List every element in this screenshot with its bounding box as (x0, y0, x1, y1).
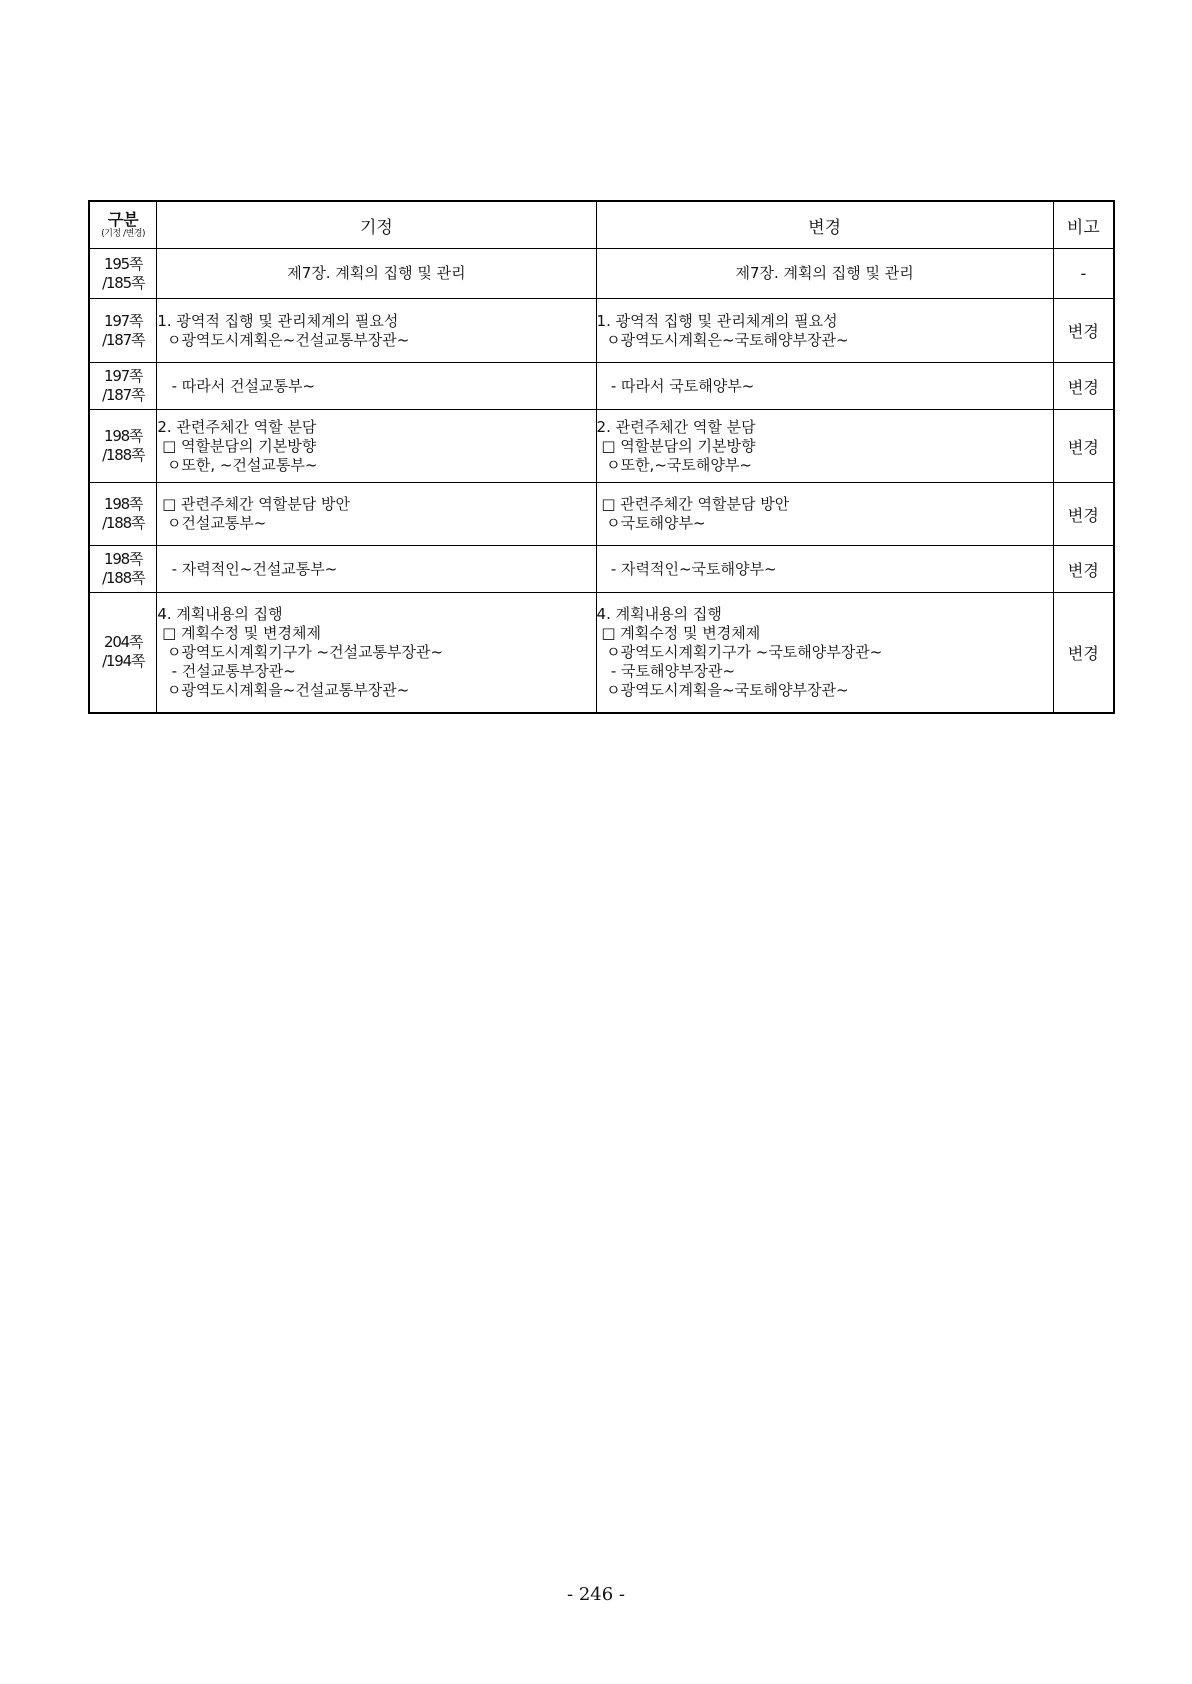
existing-text-line: ㅇ건설교통부~ (157, 514, 267, 532)
existing-text-line: □ 계획수정 및 변경체제 (157, 623, 321, 642)
changed-text-cell (596, 546, 1053, 593)
changed-text-line: - 국토해양부장관~ (596, 661, 736, 680)
note-cell: - (1053, 249, 1114, 299)
changed-text-line: ㅇ광역도시계획을~국토해양부장관~ (596, 680, 849, 699)
changed-text-cell (596, 410, 1053, 483)
page-reference-cell (89, 483, 157, 546)
note-cell: 변경 (1053, 363, 1114, 410)
table-row (89, 299, 1114, 363)
header-division (89, 201, 157, 249)
existing-text-line: ㅇ광역도시계획은~건설교통부장관~ (157, 330, 410, 349)
page-reference-cell (89, 249, 157, 299)
existing-text-line: □ 관련주체간 역할분담 방안 (157, 495, 350, 513)
page-number: - 246 - (567, 1584, 625, 1605)
existing-text-cell (157, 546, 596, 593)
existing-text-cell (157, 299, 596, 363)
changed-text-line: 2. 관련주체간 역할 분담 (596, 417, 756, 436)
existing-text-cell (157, 410, 596, 483)
changed-text-line: □ 역할분담의 기본방향 (596, 436, 756, 455)
changed-text-line: □ 계획수정 및 변경체제 (596, 623, 761, 642)
existing-text-line: □ 역할분담의 기본방향 (157, 436, 317, 455)
page-reference: 197쪽 (103, 367, 143, 385)
existing-text-line: ㅇ광역도시계획기구가 ~건설교통부장관~ (157, 642, 444, 661)
changed-text-cell (596, 483, 1053, 546)
header-changed: 변경 (596, 201, 1053, 249)
existing-text-cell (157, 593, 596, 713)
header-note: 비고 (1053, 201, 1114, 249)
changed-text-line: 제7장. 계획의 집행 및 관리 (735, 264, 914, 282)
note-cell: 변경 (1053, 483, 1114, 546)
table-row (89, 546, 1114, 593)
header-division-subtitle: (기정 /변경) (101, 228, 145, 239)
existing-text-line: ㅇ광역도시계획을~건설교통부장관~ (157, 680, 410, 699)
existing-text-cell (157, 249, 596, 299)
page-reference: /187쪽 (102, 330, 145, 349)
page-reference: /188쪽 (102, 569, 145, 587)
existing-text-cell (157, 483, 596, 546)
existing-text-line: - 자력적인~건설교통부~ (157, 559, 338, 578)
existing-text-line: 2. 관련주체간 역할 분담 (157, 417, 317, 436)
page-reference-cell (89, 299, 157, 363)
note-cell: 변경 (1053, 546, 1114, 593)
note-cell: 변경 (1053, 299, 1114, 363)
existing-text-line: 제7장. 계획의 집행 및 관리 (287, 264, 466, 282)
page-reference: 198쪽 (103, 495, 143, 513)
page-reference: 197쪽 (103, 311, 143, 330)
page-reference: /188쪽 (102, 514, 145, 532)
existing-text-cell (157, 363, 596, 410)
table-row (89, 410, 1114, 483)
page-reference: /188쪽 (102, 446, 145, 464)
note-cell: 변경 (1053, 593, 1114, 713)
page-reference-cell (89, 363, 157, 410)
changed-text-cell (596, 593, 1053, 713)
existing-text-line: ㅇ또한, ~건설교통부~ (157, 455, 318, 474)
table-row (89, 483, 1114, 546)
header-existing: 기정 (157, 201, 596, 249)
changed-text-cell (596, 299, 1053, 363)
changed-text-line: ㅇ광역도시계획은~국토해양부장관~ (596, 330, 849, 349)
page-reference-cell (89, 593, 157, 713)
page-reference: /185쪽 (102, 273, 145, 292)
table-row (89, 593, 1114, 713)
table-row (89, 363, 1114, 410)
changed-text-cell (596, 363, 1053, 410)
page-reference: 198쪽 (103, 427, 143, 445)
comparison-table (88, 200, 1115, 714)
existing-text-line: - 따라서 건설교통부~ (157, 376, 316, 395)
changed-text-line: 4. 계획내용의 집행 (596, 604, 722, 623)
note-cell: 변경 (1053, 410, 1114, 483)
table-header-row (89, 201, 1114, 249)
changed-text-line: □ 관련주체간 역할분담 방안 (596, 495, 790, 513)
changed-text-cell (596, 249, 1053, 299)
page-reference-cell (89, 546, 157, 593)
changed-text-line: 1. 광역적 집행 및 관리체계의 필요성 (596, 311, 838, 330)
existing-text-line: 1. 광역적 집행 및 관리체계의 필요성 (157, 311, 399, 330)
changed-text-line: - 따라서 국토해양부~ (596, 376, 755, 395)
page-reference: 198쪽 (103, 550, 143, 568)
changed-text-line: ㅇ국토해양부~ (596, 514, 706, 532)
page-reference: /194쪽 (102, 652, 145, 671)
page-reference: 195쪽 (103, 254, 143, 273)
table-row (89, 249, 1114, 299)
existing-text-line: - 건설교통부장관~ (157, 661, 296, 680)
page-reference-cell (89, 410, 157, 483)
page-reference: /187쪽 (102, 386, 145, 404)
existing-text-line: 4. 계획내용의 집행 (157, 604, 283, 623)
changed-text-line: ㅇ광역도시계획기구가 ~국토해양부장관~ (596, 642, 883, 661)
header-division-title: 구분 (107, 209, 139, 229)
changed-text-line: - 자력적인~국토해양부~ (596, 559, 777, 578)
changed-text-line: ㅇ또한,~국토해양부~ (596, 455, 752, 474)
page-reference: 204쪽 (103, 633, 143, 652)
